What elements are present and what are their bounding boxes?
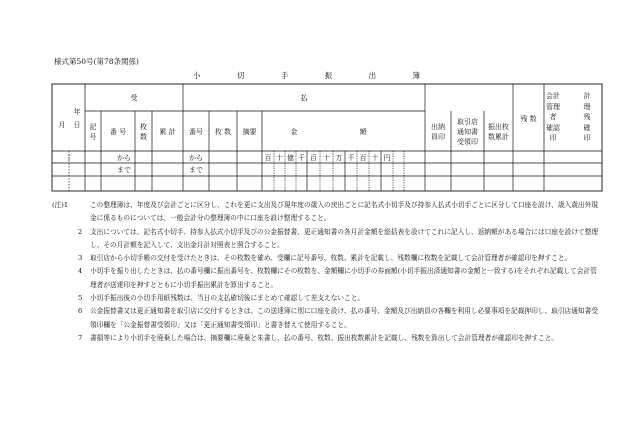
digit-label: 百: [310, 154, 317, 162]
payment-group-header: 払: [300, 94, 308, 102]
receipt-from-label: から: [117, 154, 131, 162]
remaining-header: 残 数: [520, 115, 537, 123]
digit-label: 万: [335, 154, 343, 162]
note-number: 2: [78, 227, 83, 236]
receipt-number-header: 番 号: [109, 128, 127, 136]
receipt-symbol-header: 記 号: [89, 123, 97, 141]
digit-label: 円: [383, 154, 391, 162]
digit-label: 十: [323, 154, 330, 162]
payment-from-label: から: [189, 154, 203, 162]
note-number: 3: [78, 254, 83, 263]
notes-lead: (注)1: [52, 201, 69, 209]
note-text: この整理簿は、年度及び会計ごとに区分し、これを更に支出及び現年度の歳入の戻出ごとに記名式小切手及び持参人払式小切手ごとに区分して口座を設け、歳入歳出外現金に係るものについては、一般会計分の整理簿の中に口座を設け整理すること。: [90, 201, 598, 223]
notes-section: [52, 199, 600, 345]
note-number: 5: [78, 294, 83, 303]
note-item: [52, 226, 600, 253]
payment-summary-header: 摘要: [242, 128, 257, 136]
receipt-to-label: まで: [117, 166, 131, 174]
note-text: 書損等により小切手を廃棄した場合は、摘要欄に廃棄と朱書し、払の番号、枚数、振出枚数累計を記載し、残数を算出して会計管理者が確認印を押すこと。: [90, 333, 559, 342]
digit-label: 千: [298, 154, 305, 162]
day-header: 日: [73, 121, 81, 129]
form-number: 様式第50号(第78条関係): [54, 57, 139, 66]
note-number: 4: [78, 267, 83, 276]
digit-label: 千: [347, 154, 355, 162]
month-header: 月: [58, 121, 66, 129]
digit-label: 十: [276, 154, 283, 162]
payment-to-label: まで: [189, 166, 203, 174]
payment-count-header: 枚 数: [214, 128, 232, 136]
document-title: 小 切 手 振 出 簿: [193, 71, 437, 80]
note-number: 7: [78, 333, 83, 342]
note-number: 6: [78, 307, 83, 316]
accountant-seal-header-right: 計 理 残 確 印: [583, 92, 591, 142]
digit-label: 百: [264, 154, 272, 162]
note-item: [52, 252, 600, 265]
year-header: 年: [73, 108, 81, 116]
note-item: [52, 265, 600, 292]
digit-label: 百: [359, 154, 367, 162]
cashier-seal-header: 出納 員印: [431, 123, 445, 141]
bank-notice-seal-header: 取引店 通知書 受領印: [457, 118, 478, 146]
payment-number-header: 番号: [189, 128, 203, 136]
amount-header: 金 額: [290, 128, 397, 136]
note-item: [52, 305, 600, 332]
digit-label: 十: [371, 154, 379, 162]
digit-label: 億: [287, 154, 294, 162]
note-text: 小切手振出後の小切手用紙残数は、当日の支払確切後にまとめて確認して差支えないこと。: [90, 294, 365, 303]
note-text: 取引店から小切手帳の交付を受けたときは、その枚数を確め、受欄に記号番号、枚数、累計を記載し、残数欄に枚数を記載して会計管理者が確認印を押すこと。: [90, 254, 572, 263]
note-text: 小切手を振り出したときは、払の番号欄に振出番号を、枚数欄にその枚数を、金額欄に小切手の券面額(小切手振出済通知書の金額と一致する)をそれぞれ記載して会計管理者が送達印を押すとともに小切手振出累計を算出すること。: [90, 267, 597, 289]
receipt-group-header: 受: [130, 94, 138, 102]
note-item: [52, 199, 600, 226]
note-text: 公金振替書又は更正通知書を取引店に交付するときは、この送達簿に別に口座を設け、払の番号、金額及び出納員の各欄を利用し必要事項を記載押印し、取引店通知書受領印欄を「公金振替書受領印」又は「更正通知書受領印」と書き替えて使用すること。: [90, 307, 598, 329]
note-text: 支出については、記名式小切手、持参人払式小切手及びの公金振替書、更正通知書の各月計金額を総括表を設けてこれに記入し、返納額がある場合には口座を設けて整理し、その月計額を記入して、支出金月計対照表と照合すること。: [90, 227, 599, 249]
note-item: [52, 332, 600, 345]
receipt-count-header: 枚 数: [140, 123, 147, 141]
receipt-cumulative-header: 累 計: [159, 128, 176, 136]
accountant-seal-header: 会計 管理 者 確認 印: [546, 92, 560, 142]
note-item: [52, 292, 600, 305]
issued-total-header: 振出枚 数累計: [488, 123, 509, 141]
